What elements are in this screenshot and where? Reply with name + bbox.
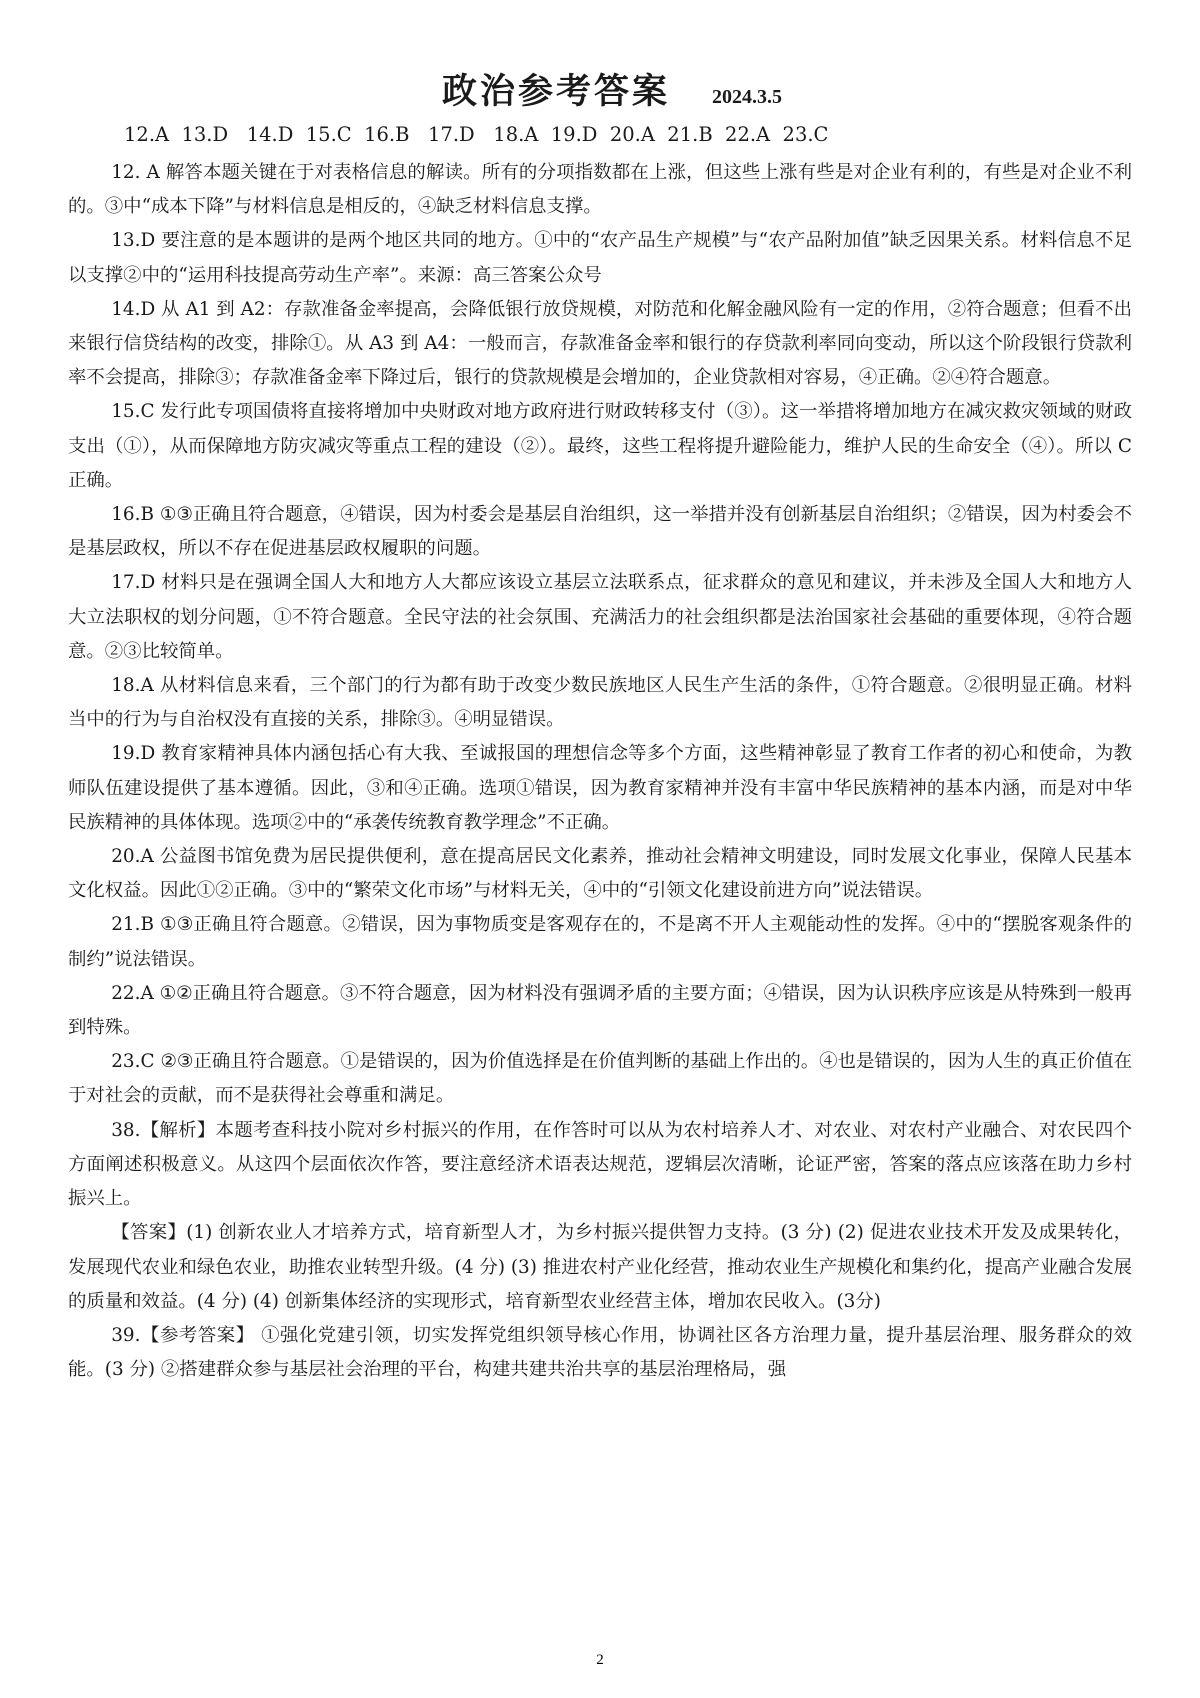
- analysis-38: 38.【解析】本题考查科技小院对乡村振兴的作用，在作答时可以从为农村培养人才、对农业、对农村产业融合、对农民四个方面阐述积极意义。从这四个层面依次作答，要注意经济术语表达规范，逻辑层次清晰，论证严密，答案的落点应该落在助力乡村振兴上。: [68, 1119, 1132, 1210]
- explanation-20: 20.A 公益图书馆免费为居民提供便利，意在提高居民文化素养，推动社会精神文明建设，同时发展文化事业，保障人民基本文化权益。因此①②正确。③中的“繁荣文化市场”与材料无关，④中的“引领文化建设前进方向”说法错误。: [68, 846, 1132, 902]
- answer-key-line: 12.A 13.D 14.D 15.C 16.B 17.D 18.A 19.D 20.A 21.B 22.A 23.C: [124, 123, 829, 146]
- answer-38: 【答案】(1) 创新农业人才培养方式，培育新型人才，为乡村振兴提供智力支持。(3 分) (2) 促进农业技术开发及成果转化，发展现代农业和绿色农业，助推农业转型升级。(4 分) (3) 推进农村产业化经营，推动农业生产规模化和集约化，提高产业融合发展的质量和效益。(4 分) (4) 创新集体经济的实现形式，培育新型农业经营主体，增加农民收入。(3分): [68, 1222, 1132, 1312]
- date-label: 2024.3.5: [712, 86, 782, 108]
- explanation-15: 15.C 发行此专项国债将直接将增加中央财政对地方政府进行财政转移支付（③）。这一举措将增加地方在减灾救灾领域的财政支出（①），从而保障地方防灾减灾等重点工程的建设（②）。最终，这些工程将提升避险能力，维护人民的生命安全（④）。所以 C 正确。: [68, 401, 1132, 491]
- explanation-12: 12. A 解答本题关键在于对表格信息的解读。所有的分项指数都在上涨，但这些上涨有些是对企业有利的，有些是对企业不利的。③中“成本下降”与材料信息是相反的，④缺乏材料信息支撑。: [68, 162, 1132, 218]
- explanation-23: 23.C ②③正确且符合题意。①是错误的，因为价值选择是在价值判断的基础上作出的。④也是错误的，因为人生的真正价值在于对社会的贡献，而不是获得社会尊重和满足。: [68, 1051, 1132, 1107]
- explanation-19: 19.D 教育家精神具体内涵包括心有大我、至诚报国的理想信念等多个方面，这些精神彰显了教育工作者的初心和使命，为教师队伍建设提供了基本遵循。因此，③和④正确。选项①错误，因为教育家精神并没有丰富中华民族精神的基本内涵，而是对中华民族精神的具体体现。选项②中的“承袭传统教育教学理念”不正确。: [68, 743, 1132, 833]
- page-number: 2: [596, 1652, 604, 1668]
- explanation-18: 18.A 从材料信息来看，三个部门的行为都有助于改变少数民族地区人民生产生活的条件，①符合题意。②很明显正确。材料当中的行为与自治权没有直接的关系，排除③。④明显错误。: [68, 675, 1132, 731]
- answer-39: 39.【参考答案】 ①强化党建引领，切实发挥党组织领导核心作用，协调社区各方治理力量，提升基层治理、服务群众的效能。(3 分) ②搭建群众参与基层社会治理的平台，构建共建共治共享的基层治理格局，强: [68, 1324, 1132, 1381]
- explanation-21: 21.B ①③正确且符合题意。②错误，因为事物质变是客观存在的，不是离不开人主观能动性的发挥。④中的“摆脱客观条件的制约”说法错误。: [68, 914, 1132, 970]
- explanations: [68, 156, 1132, 1387]
- explanation-16: 16.B ①③正确且符合题意，④错误，因为村委会是基层自治组织，这一举措并没有创新基层自治组织；②错误，因为村委会不是基层政权，所以不存在促进基层政权履职的问题。: [68, 504, 1132, 560]
- explanation-13: 13.D 要注意的是本题讲的是两个地区共同的地方。①中的“农产品生产规模”与“农产品附加值”缺乏因果关系。材料信息不足以支撑②中的“运用科技提高劳动生产率”。来源：高三答案公众号: [68, 230, 1132, 286]
- page-title: 政治参考答案: [441, 72, 670, 112]
- explanation-22: 22.A ①②正确且符合题意。③不符合题意，因为材料没有强调矛盾的主要方面；④错误，因为认识秩序应该是从特殊到一般再到特殊。: [68, 982, 1132, 1039]
- explanation-17: 17.D 材料只是在强调全国人大和地方人大都应该设立基层立法联系点，征求群众的意见和建议，并未涉及全国人大和地方人大立法职权的划分问题，①不符合题意。全民守法的社会氛围、充满活力的社会组织都是法治国家社会基础的重要体现，④符合题意。②③比较简单。: [68, 572, 1132, 662]
- header: [68, 64, 1132, 114]
- explanation-14: 14.D 从 A1 到 A2：存款准备金率提高，会降低银行放贷规模，对防范和化解金融风险有一定的作用，②符合题意；但看不出来银行信贷结构的改变，排除①。从 A3 到 A4：一般而言，存款准备金率和银行的存贷款利率同向变动，所以这个阶段银行贷款利率不会提高，排除③；存款准备金率下降过后，银行的贷款规模是会增加的，企业贷款相对容易，④正确。②④符合题意。: [68, 298, 1132, 389]
